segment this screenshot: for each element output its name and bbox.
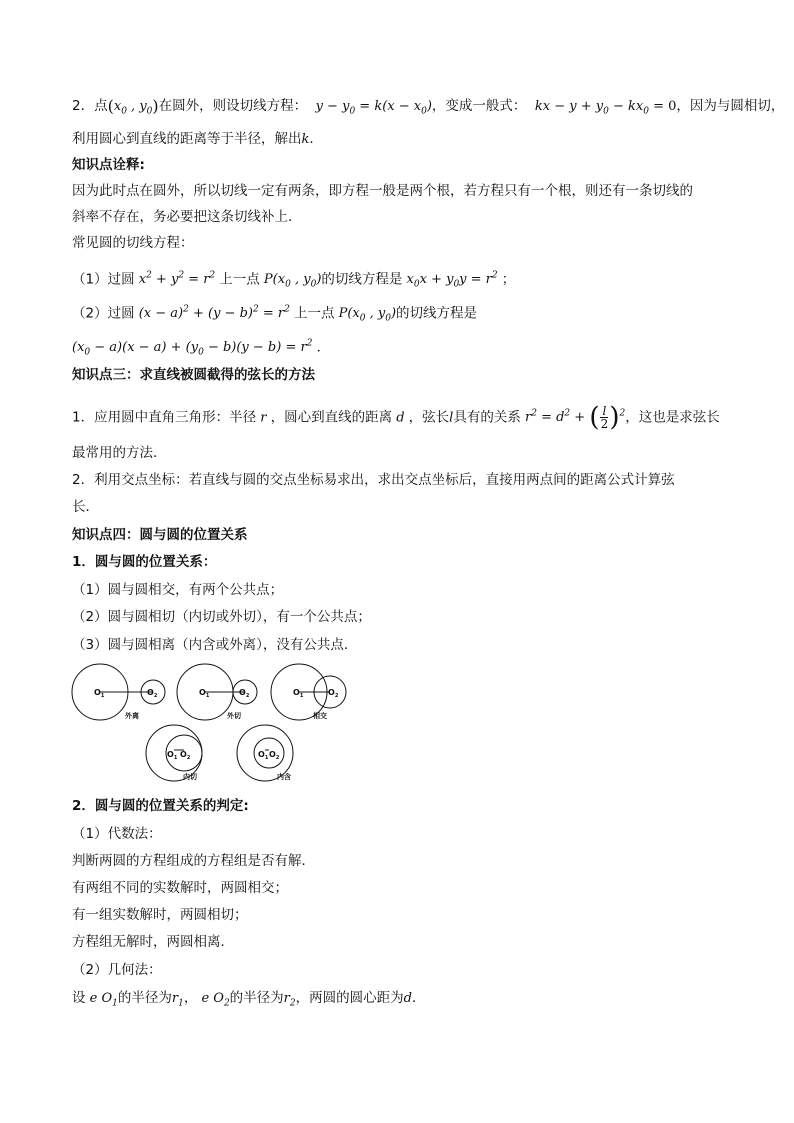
text: 上一点 xyxy=(293,305,335,322)
text: 的半径为 xyxy=(117,990,172,1006)
center-label-o1: $O_1$ xyxy=(293,688,304,699)
caption-intersect: 相交 xyxy=(313,712,327,720)
caption-external-tangent: 外切 xyxy=(227,712,241,720)
center-label-o1: $O_1$ xyxy=(94,688,105,699)
text-line: 有一组实数解时，两圆相切； xyxy=(72,907,248,923)
text: ，圆心到直线的距离 xyxy=(270,409,393,426)
subsection-heading: 1．圆与圆的位置关系： xyxy=(72,554,217,570)
center-label-o2: $O_2$ xyxy=(269,750,280,761)
text-line: 2．点($x_0$ , $y_0$)在圆外，则设切线方程： $y - y_0 = k(x - x_0)$，变成一般式： kx − $y + y_0 - kx_0 = 0$，因为与圆相切， xyxy=(72,96,785,117)
text-line: 判断两圆的方程组成的方程组是否有解． xyxy=(72,853,315,869)
center-label-o1: $O_1$ xyxy=(167,750,178,761)
text: ，两圆的圆心距为 xyxy=(295,990,404,1006)
text: ． xyxy=(309,131,323,147)
text: （1）过圆 xyxy=(72,271,135,288)
text-line: （1）圆与圆相交，有两个公共点； xyxy=(72,582,284,598)
text-line: 常见圆的切线方程： xyxy=(72,235,194,251)
text: ，因为与圆相切， xyxy=(676,98,785,114)
text: ，弦长 xyxy=(408,409,450,426)
text: 上一点 xyxy=(219,271,260,288)
text: ． xyxy=(316,339,331,356)
text: ， xyxy=(183,990,198,1006)
text-line: 利用圆心到直线的距离等于半径，解出k． xyxy=(72,131,323,147)
text-line: 1．应用圆中直角三角形：半径 r ，圆心到直线的距离 d ，弦长l具有的关系 $r^2 = d^2$ + ( $\frac{l}{2}$ )$^2$，这也是求弦长 xyxy=(72,402,720,433)
text-line: 方程组无解时，两圆相离． xyxy=(72,934,234,950)
text: 设 xyxy=(72,990,86,1006)
text: ，这也是求弦长 xyxy=(625,409,720,426)
text: 的切线方程是 xyxy=(321,271,403,288)
text: ，变成一般式： xyxy=(431,98,527,114)
text-line: （2）圆与圆相切（内切或外切），有一个公共点； xyxy=(72,609,371,625)
subsection-heading: 2．圆与圆的位置关系的判定: xyxy=(72,798,249,814)
text-line: （1）过圆 $x^2 + y^2 = r^2$ 上一点 $P(x_0$ , $y_0$)的切线方程是 $x_0x + y_0y = r^2$ ； xyxy=(72,271,516,290)
text-line: 最常用的方法． xyxy=(72,445,167,461)
text: 在圆外，则设切线方程： xyxy=(158,98,308,114)
section-heading: 知识点诠释: xyxy=(72,157,145,173)
text: 具有的关系 xyxy=(453,409,521,426)
center-label-o2: $O_2$ xyxy=(147,688,158,699)
center-label-o1: $O_1$ xyxy=(258,750,269,761)
center-label-o2: $O_2$ xyxy=(180,750,191,761)
text-line: （1）代数法： xyxy=(72,826,162,842)
text: 的半径为 xyxy=(229,990,284,1006)
text-line: 因为此时点在圆外，所以切线一定有两条，即方程一般是两个根，若方程只有一个根，则还有一条切线的 xyxy=(72,183,693,199)
circle-relations-figure xyxy=(66,660,356,792)
text: 2．点 xyxy=(72,98,108,114)
caption-internal-tangent: 内切 xyxy=(183,773,197,781)
text-line: （2）几何法： xyxy=(72,962,162,978)
center-label-o2: $O_2$ xyxy=(239,688,250,699)
text: 利用圆心到直线的距离等于半径，解出 xyxy=(72,131,302,147)
text-line: （3）圆与圆相离（内含或外离），没有公共点． xyxy=(72,637,358,653)
text-line: 2．利用交点坐标：若直线与圆的交点坐标易求出，求出交点坐标后，直接用两点间的距离公式计算弦 xyxy=(72,472,675,488)
center-label-o1: $O_1$ xyxy=(199,688,210,699)
text-line: 长． xyxy=(72,499,99,515)
text: 1．应用圆中直角三角形：半径 xyxy=(72,409,257,426)
text-line: 设 e $O_1$的半径为$r_1$， e $O_2$的半径为$r_2$，两圆的圆心距为d． xyxy=(72,990,426,1009)
text: ； xyxy=(501,271,516,288)
section-heading: 知识点三：求直线被圆截得的弦长的方法 xyxy=(72,367,315,383)
text: 的切线方程是 xyxy=(396,305,478,322)
caption-separate: 外离 xyxy=(125,712,139,720)
center-label-o2: $O_2$ xyxy=(328,688,339,699)
text-line: $(x_0 - a)(x - a) + (y_0 - b)(y - b) = r^2$ ． xyxy=(72,339,331,358)
text-line: （2）过圆 $(x - a)^2 + (y - b)^2 = r^2$ 上一点 $P(x_0$ , $y_0$)的切线方程是 xyxy=(72,305,478,324)
text: （2）过圆 xyxy=(72,305,135,322)
text-line: 有两组不同的实数解时，两圆相交； xyxy=(72,880,288,896)
caption-contain: 内含 xyxy=(277,773,291,781)
section-heading: 知识点四：圆与圆的位置关系 xyxy=(72,527,248,543)
text: ． xyxy=(411,990,426,1006)
text-line: 斜率不存在，务必要把这条切线补上． xyxy=(72,209,302,225)
